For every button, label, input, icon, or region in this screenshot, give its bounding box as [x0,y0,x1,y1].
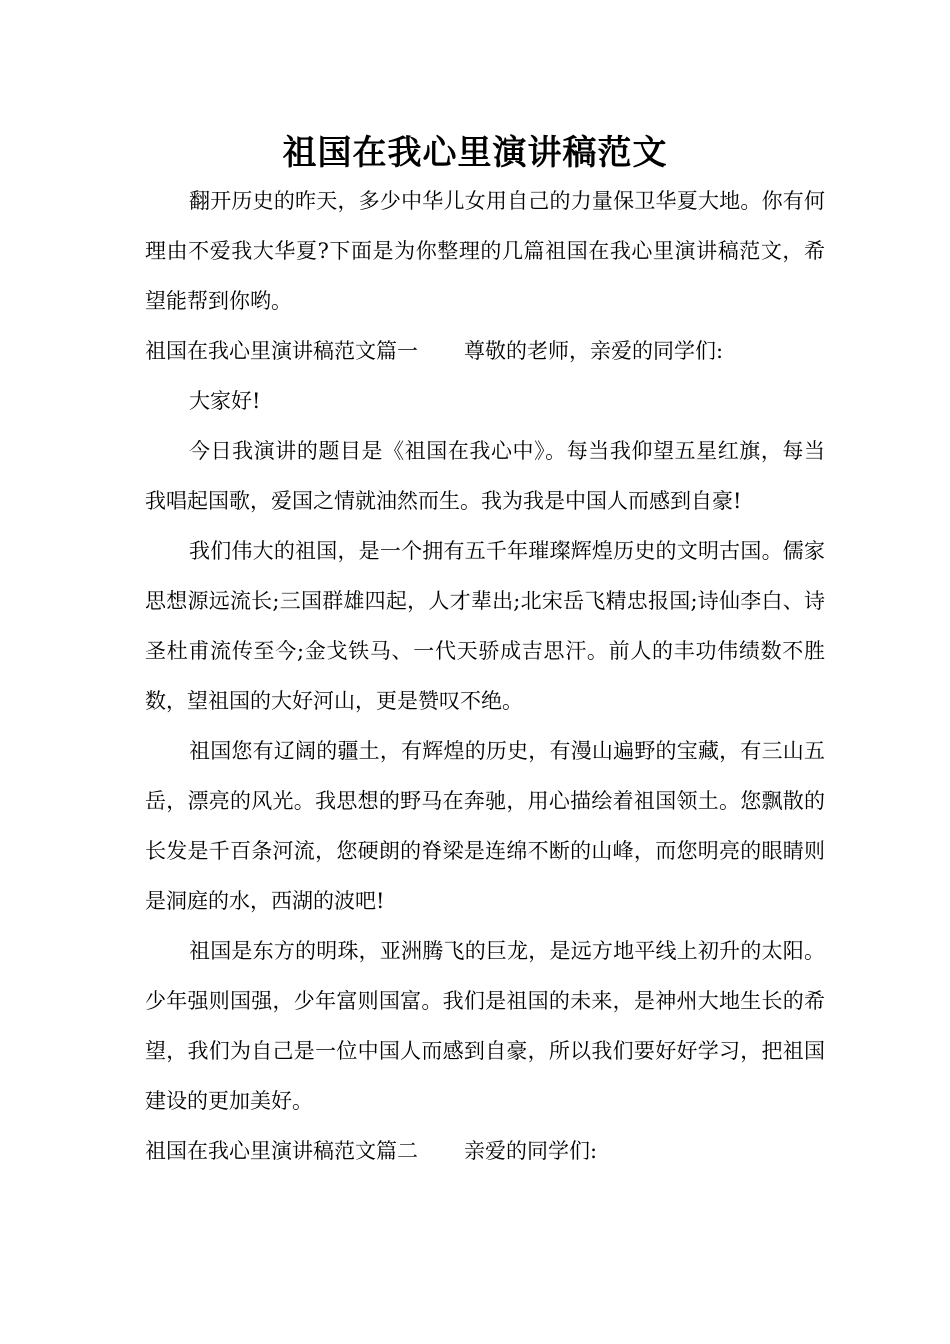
body-paragraph-3: 祖国您有辽阔的疆土，有辉煌的历史，有漫山遍野的宝藏，有三山五岳，漂亮的风光。我思想的野马在奔驰，用心描绘着祖国领土。您飘散的长发是千百条河流，您硬朗的脊梁是连绵不断的山峰，而您明亮的眼睛则是洞庭的水，西湖的波吧! [145,739,825,913]
section-2-salutation: 亲爱的同学们: [464,1139,598,1163]
body-paragraph-4: 祖国是东方的明珠，亚洲腾飞的巨龙，是远方地平线上初升的太阳。少年强则国强，少年富则国富。我们是祖国的未来，是神州大地生长的希望，我们为自己是一位中国人而感到自豪，所以我们要好好学习，把祖国建设的更加美好。 [145,939,825,1113]
section-heading-1 [145,326,825,376]
section-heading-2 [145,1126,825,1176]
section-1-title: 祖国在我心里演讲稿范文篇一 [145,339,418,363]
section-1-salutation: 尊敬的老师，亲爱的同学们: [464,339,724,363]
body-paragraph-2: 我们伟大的祖国，是一个拥有五千年璀璨辉煌历史的文明古国。儒家思想源远流长;三国群雄四起，人才辈出;北宋岳飞精忠报国;诗仙李白、诗圣杜甫流传至今;金戈铁马、一代天骄成吉思汗。前人的丰功伟绩数不胜数，望祖国的大好河山，更是赞叹不绝。 [145,539,825,713]
body-paragraph-1: 今日我演讲的题目是《祖国在我心中》。每当我仰望五星红旗，每当我唱起国歌，爱国之情就油然而生。我为我是中国人而感到自豪! [145,439,825,513]
intro-paragraph: 翻开历史的昨天，多少中华儿女用自己的力量保卫华夏大地。你有何理由不爱我大华夏?下面是为你整理的几篇祖国在我心里演讲稿范文，希望能帮到你哟。 [145,189,825,313]
document-body [145,176,825,1176]
section-2-title: 祖国在我心里演讲稿范文篇二 [145,1139,418,1163]
document-title: 祖国在我心里演讲稿范文 [282,133,668,173]
greeting-paragraph: 大家好! [189,389,261,413]
